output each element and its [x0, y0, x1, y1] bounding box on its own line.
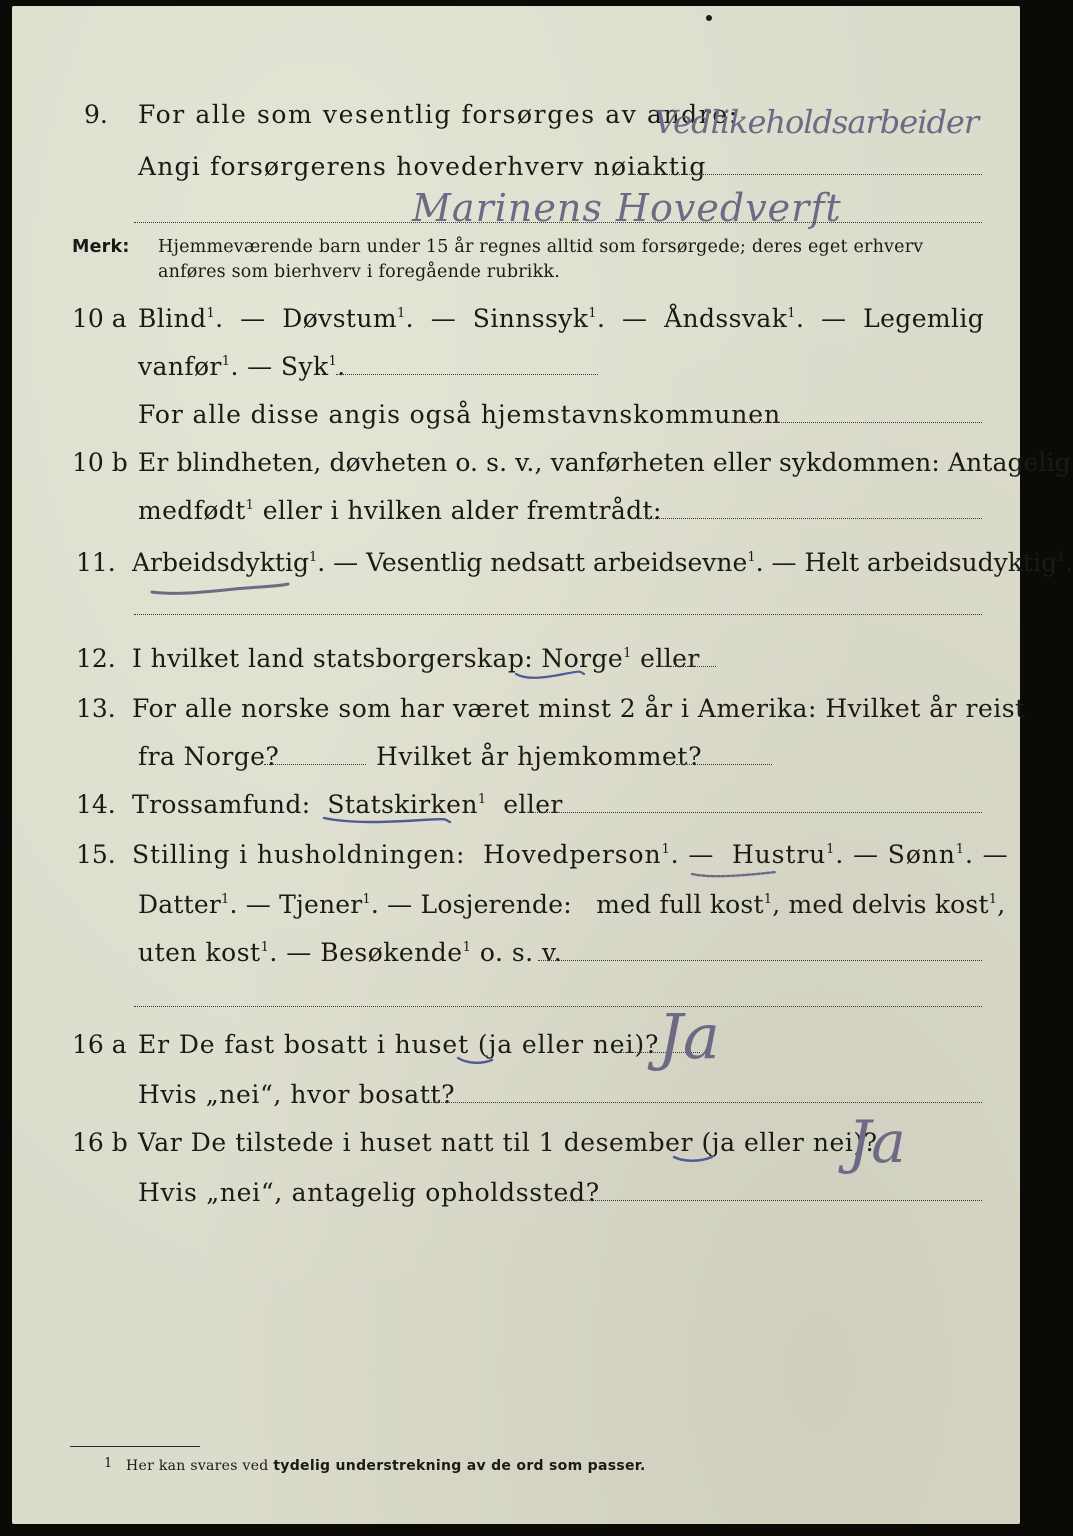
q15-losjerende: Losjerende: — [420, 890, 572, 919]
q9-answer-line-2 — [134, 222, 982, 223]
q16b-hvis-line — [560, 1200, 982, 1201]
option-vanfor[interactable]: vanfør — [138, 352, 222, 381]
q9-answer-employer: Marinens Hovedverft — [412, 186, 842, 230]
q10b-answer-line — [632, 518, 982, 519]
option-syk[interactable]: Syk — [280, 352, 329, 381]
q16b-text: Var De tilstede i huset natt til 1 desember — [138, 1128, 693, 1157]
option-blind[interactable]: Blind — [138, 304, 207, 333]
q16b-eller-nei: eller nei)? — [744, 1128, 878, 1157]
q13-reist-line — [264, 764, 366, 765]
option-uten-kost[interactable]: uten kost — [138, 938, 261, 967]
option-statskirken[interactable]: Statskirken — [327, 790, 478, 819]
q11-pencil-underline — [150, 580, 290, 598]
footnote-mark: 1 — [104, 1456, 113, 1471]
option-dovstum[interactable]: Døvstum — [282, 304, 397, 333]
footnote-bold: tydelig understrekning av de ord som passer. — [273, 1458, 646, 1474]
q16a-hvis: Hvis „nei“, hvor bosatt? — [138, 1080, 456, 1109]
option-hovedperson[interactable]: Hovedperson — [483, 840, 662, 869]
q14-eller: eller — [503, 790, 563, 819]
q16b-answer: Ja — [848, 1108, 906, 1176]
footnote-lead: Her kan svares ved — [126, 1458, 269, 1474]
q14-label: Trossamfund: — [132, 790, 311, 819]
merk-line2: anføres som bierhverv i foregående rubrikk. — [158, 262, 560, 282]
q14-statskirken-underline — [322, 812, 452, 828]
q13-hjemkommet: Hvilket år hjemkommet? — [376, 742, 703, 771]
q14-number: 14. — [76, 790, 116, 819]
q12-norge-underline — [514, 668, 586, 682]
q14-line: Trossamfund: Statskirken$^1$ eller — [132, 790, 563, 819]
q9-answer-occupation: Vedlikeholdsarbeider — [654, 103, 979, 141]
q12-line: I hvilket land statsborgerskap: Norge$^1$ eller — [132, 644, 700, 673]
q12-answer-line — [660, 666, 716, 667]
q13-fra: fra Norge? — [138, 742, 280, 771]
q15-osv: o. s. v. — [479, 938, 563, 967]
q16a-text: Er De fast bosatt i huset — [138, 1030, 470, 1059]
option-andssvak[interactable]: Åndssvak — [664, 304, 788, 333]
option-16a-ja[interactable]: (ja — [477, 1030, 514, 1059]
q11-answer-line — [134, 614, 982, 615]
q13-line1: For alle norske som har været minst 2 år i Amerika: Hvilket år reist — [132, 694, 1026, 723]
option-legemlig[interactable]: Legemlig — [863, 304, 985, 333]
q16a-number: 16 a — [72, 1030, 127, 1059]
q16a-eller-nei: eller nei)? — [521, 1030, 660, 1059]
merk-label: Merk: — [72, 237, 130, 257]
q13-number: 13. — [76, 694, 116, 723]
q10a-number: 10 a — [72, 304, 127, 333]
q15-answer-line-1 — [538, 960, 982, 961]
option-16b-ja[interactable]: (ja — [701, 1128, 736, 1157]
q10b-number: 10 b — [72, 448, 128, 477]
q12-text: I hvilket land statsborgerskap: — [132, 644, 534, 673]
q10a-options-line2: vanfør$^1$. — Syk$^1$. — [138, 352, 346, 381]
q16b-hvis: Hvis „nei“, antagelig opholdssted? — [138, 1178, 600, 1207]
q11-options: Arbeidsdyktig$^1$. — Vesentlig nedsatt arbeidsevne$^1$. — Helt arbeidsudyktig$^1$. — [132, 548, 1073, 577]
option-norge[interactable]: Norge — [541, 644, 624, 673]
footnote-rule — [70, 1446, 200, 1447]
q15-label: Stilling i husholdningen: — [132, 840, 466, 869]
punch-dot — [706, 15, 712, 21]
q16b-line1 — [138, 1128, 878, 1157]
option-tjener[interactable]: Tjener — [279, 890, 363, 919]
q12-number: 12. — [76, 644, 116, 673]
q12-eller: eller — [640, 644, 700, 673]
q10a-answer-line — [336, 374, 598, 375]
q16a-ja-underline — [456, 1054, 496, 1066]
q14-answer-line — [528, 812, 982, 813]
q10b-line2: medfødt$^1$ eller i hvilken alder fremtrådt: — [138, 496, 662, 525]
q16a-hvis-line — [428, 1102, 982, 1103]
q16a-answer: Ja — [658, 1000, 720, 1073]
q13-hjemkommet-line — [676, 764, 772, 765]
option-medfodt[interactable]: medfødt — [138, 496, 246, 525]
q11-number: 11. — [76, 548, 116, 577]
option-udyktig[interactable]: Helt arbeidsudyktig — [804, 548, 1057, 577]
q16a-line1 — [138, 1030, 659, 1059]
option-full-kost[interactable]: med full kost — [596, 890, 764, 919]
option-hustru[interactable]: Hustru — [731, 840, 827, 869]
q10a-options-line1: Blind$^1$. — Døvstum$^1$. — Sinnssyk$^1$. — Åndssvak$^1$. — Legemlig — [138, 304, 985, 333]
q10a-hjemstavn: For alle disse angis også hjemstavnskommunen — [138, 400, 781, 429]
q16b-number: 16 b — [72, 1128, 128, 1157]
q15-line2: Datter$^1$. — Tjener$^1$. — Losjerende: med full kost$^1$, med delvis kost$^1$, — [138, 890, 1006, 919]
q9-number: 9. — [84, 100, 108, 129]
merk-line1: Hjemmeværende barn under 15 år regnes alltid som forsørgede; deres eget erhverv — [158, 237, 924, 257]
q15-line3: uten kost$^1$. — Besøkende$^1$ o. s. v. — [138, 938, 563, 967]
q16b-ja-underline — [672, 1152, 714, 1164]
option-arbeidsdyktig[interactable]: Arbeidsdyktig — [132, 548, 309, 577]
option-datter[interactable]: Datter — [138, 890, 221, 919]
q9-line1: For alle som vesentlig forsørges av andre: — [138, 100, 739, 129]
footnote-text — [126, 1458, 646, 1474]
q9-line2: Angi forsørgerens hovederhverv nøiaktig — [138, 152, 707, 181]
q15-hustru-underline — [690, 868, 780, 880]
option-sonn[interactable]: Sønn — [887, 840, 956, 869]
option-nedsatt[interactable]: Vesentlig nedsatt arbeidsevne — [366, 548, 748, 577]
q15-line1: Stilling i husholdningen: Hovedperson$^1$. — Hustru$^1$. — Sønn$^1$. — — [132, 840, 1009, 869]
option-delvis-kost[interactable]: med delvis kost — [788, 890, 989, 919]
q9-answer-line-1 — [628, 174, 982, 175]
option-sinnssyk[interactable]: Sinnssyk — [472, 304, 589, 333]
option-besokende[interactable]: Besøkende — [320, 938, 463, 967]
q15-number: 15. — [76, 840, 116, 869]
q10b-rest: eller i hvilken alder fremtrådt: — [262, 496, 662, 525]
q10a-hjemstavn-line — [728, 422, 982, 423]
q10b-line1: Er blindheten, døvheten o. s. v., vanførheten eller sykdommen: Antagelig — [138, 448, 1071, 477]
q15-answer-line-2 — [134, 1006, 982, 1007]
